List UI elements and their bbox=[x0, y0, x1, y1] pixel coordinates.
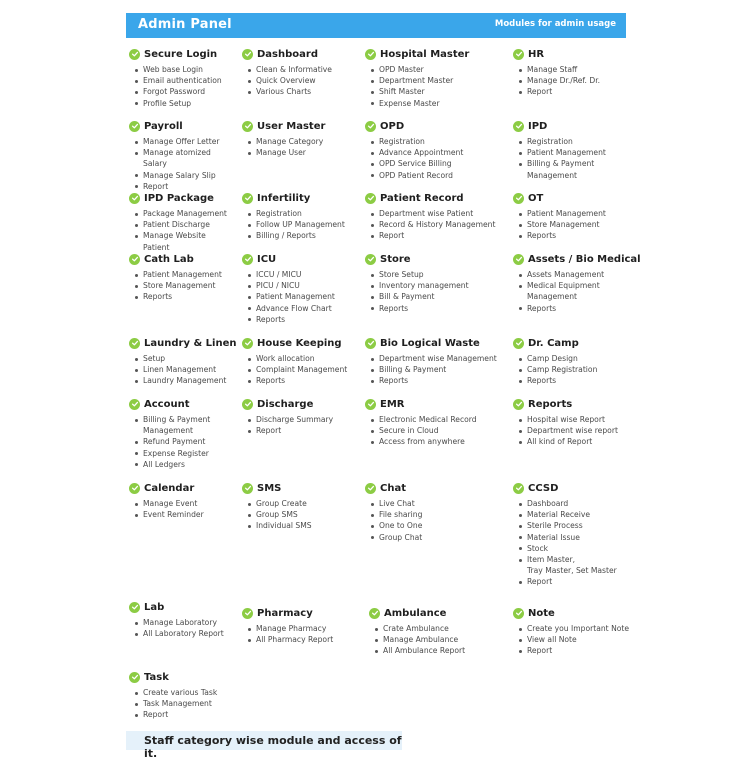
module-feature-item: Work allocation bbox=[247, 353, 352, 364]
module-header bbox=[365, 119, 500, 133]
module-title: Bio Logical Waste bbox=[380, 337, 480, 349]
module-card bbox=[513, 252, 641, 314]
module-header bbox=[513, 481, 633, 495]
module-title: ICU bbox=[257, 253, 277, 265]
module-title: Laundry & Linen bbox=[144, 337, 237, 349]
module-feature-item: Patient Management bbox=[134, 269, 229, 280]
module-header bbox=[513, 397, 633, 411]
module-feature-list bbox=[129, 414, 229, 470]
module-feature-item: All Ambulance Report bbox=[374, 645, 504, 656]
module-feature-list bbox=[365, 498, 500, 543]
module-card bbox=[513, 481, 633, 588]
module-feature-item: Profile Setup bbox=[134, 98, 229, 109]
module-feature-item: Registration bbox=[247, 208, 352, 219]
check-circle-icon bbox=[513, 483, 524, 494]
module-header bbox=[242, 397, 352, 411]
module-feature-item: Group Chat bbox=[370, 532, 500, 543]
module-header bbox=[242, 252, 352, 266]
module-feature-item: Manage Staff bbox=[518, 64, 633, 75]
module-feature-item: Billing & Payment Management bbox=[134, 414, 229, 436]
module-title: Payroll bbox=[144, 120, 183, 132]
module-feature-item: Report bbox=[518, 86, 633, 97]
module-feature-item: Report bbox=[518, 645, 633, 656]
module-feature-item: Email authentication bbox=[134, 75, 229, 86]
module-feature-item: One to One bbox=[370, 520, 500, 531]
module-title: IPD bbox=[528, 120, 548, 132]
module-feature-list bbox=[513, 64, 633, 98]
module-feature-list bbox=[365, 136, 500, 181]
module-card bbox=[129, 191, 229, 253]
module-feature-item: Manage Pharmacy bbox=[247, 623, 352, 634]
module-feature-list bbox=[129, 617, 229, 639]
module-card bbox=[513, 191, 633, 242]
check-circle-icon bbox=[365, 399, 376, 410]
module-feature-item: Live Chat bbox=[370, 498, 500, 509]
check-circle-icon bbox=[242, 121, 253, 132]
module-title: Dr. Camp bbox=[528, 337, 579, 349]
module-feature-item: Manage Event bbox=[134, 498, 229, 509]
module-card bbox=[369, 606, 504, 657]
module-feature-list bbox=[365, 353, 500, 387]
check-circle-icon bbox=[129, 193, 140, 204]
module-card bbox=[129, 481, 229, 520]
module-feature-list bbox=[242, 64, 352, 98]
module-feature-list bbox=[242, 208, 352, 242]
module-feature-item: Manage Category bbox=[247, 136, 352, 147]
module-card bbox=[242, 606, 352, 645]
check-circle-icon bbox=[242, 254, 253, 265]
module-header bbox=[129, 670, 229, 684]
module-feature-list bbox=[242, 269, 352, 325]
module-title: SMS bbox=[257, 482, 282, 494]
module-title: Assets / Bio Medical bbox=[528, 253, 641, 265]
module-feature-item: Access from anywhere bbox=[370, 436, 500, 447]
module-card bbox=[365, 397, 500, 448]
module-feature-item: Billing & Payment Management bbox=[518, 158, 633, 180]
module-title: IPD Package bbox=[144, 192, 214, 204]
module-title: Ambulance bbox=[384, 607, 447, 619]
module-card bbox=[365, 191, 500, 242]
module-card bbox=[365, 47, 500, 109]
module-feature-item: Manage Ambulance bbox=[374, 634, 504, 645]
module-title: CCSD bbox=[528, 482, 559, 494]
module-feature-list bbox=[129, 136, 229, 192]
module-feature-item: Item Master, Tray Master, Set Master bbox=[518, 554, 633, 576]
module-card bbox=[513, 119, 633, 181]
module-feature-item: Discharge Summary bbox=[247, 414, 352, 425]
module-header bbox=[129, 481, 229, 495]
module-title: Dashboard bbox=[257, 48, 318, 60]
module-title: OPD bbox=[380, 120, 405, 132]
module-feature-item: Reports bbox=[247, 375, 352, 386]
module-header bbox=[365, 481, 500, 495]
check-circle-icon bbox=[129, 121, 140, 132]
check-circle-icon bbox=[365, 254, 376, 265]
module-feature-item: Report bbox=[247, 425, 352, 436]
module-feature-item: Event Reminder bbox=[134, 509, 229, 520]
module-feature-item: OPD Service Billing bbox=[370, 158, 500, 169]
footer-banner bbox=[126, 731, 402, 760]
module-card bbox=[129, 670, 229, 721]
module-card bbox=[242, 191, 352, 242]
module-title: Secure Login bbox=[144, 48, 218, 60]
module-feature-item: Complaint Management bbox=[247, 364, 352, 375]
module-feature-item: Department wise Patient bbox=[370, 208, 500, 219]
module-card bbox=[242, 397, 352, 436]
module-feature-item: Reports bbox=[247, 314, 352, 325]
module-card bbox=[365, 481, 500, 543]
module-feature-item: All kind of Report bbox=[518, 436, 633, 447]
module-header bbox=[129, 252, 229, 266]
module-card bbox=[129, 119, 229, 192]
module-card bbox=[513, 606, 633, 657]
module-card bbox=[129, 47, 229, 109]
module-card bbox=[242, 119, 352, 158]
page-title: Admin Panel bbox=[138, 17, 232, 32]
check-circle-icon bbox=[129, 483, 140, 494]
module-feature-item: All Pharmacy Report bbox=[247, 634, 352, 645]
module-feature-item: Patient Management bbox=[518, 208, 633, 219]
module-feature-item: Expense Register bbox=[134, 448, 229, 459]
module-feature-item: Inventory management bbox=[370, 280, 500, 291]
module-title: EMR bbox=[380, 398, 405, 410]
module-card bbox=[513, 397, 633, 448]
check-circle-icon bbox=[242, 483, 253, 494]
module-header bbox=[242, 606, 352, 620]
module-card bbox=[129, 252, 229, 303]
module-feature-item: Individual SMS bbox=[247, 520, 352, 531]
module-title: Task bbox=[144, 671, 169, 683]
check-circle-icon bbox=[513, 608, 524, 619]
module-feature-list bbox=[513, 498, 633, 588]
module-feature-item: Dashboard bbox=[518, 498, 633, 509]
check-circle-icon bbox=[513, 399, 524, 410]
check-circle-icon bbox=[365, 193, 376, 204]
module-feature-item: OPD Master bbox=[370, 64, 500, 75]
admin-panel-header bbox=[126, 13, 626, 38]
module-header bbox=[513, 252, 641, 266]
module-header bbox=[513, 606, 633, 620]
module-feature-item: PICU / NICU bbox=[247, 280, 352, 291]
module-feature-list bbox=[242, 353, 352, 387]
module-feature-item: Reports bbox=[518, 303, 633, 314]
module-feature-item: Electronic Medical Record bbox=[370, 414, 500, 425]
check-circle-icon bbox=[242, 193, 253, 204]
module-header bbox=[242, 481, 352, 495]
module-title: Account bbox=[144, 398, 190, 410]
module-feature-list bbox=[129, 269, 229, 303]
module-title: Hospital Master bbox=[380, 48, 470, 60]
module-header bbox=[365, 47, 500, 61]
module-feature-item: Sterile Process bbox=[518, 520, 633, 531]
module-feature-item: All Laboratory Report bbox=[134, 628, 229, 639]
module-card bbox=[242, 47, 352, 98]
module-feature-item: Reports bbox=[134, 291, 229, 302]
module-feature-item: Crate Ambulance bbox=[374, 623, 504, 634]
module-header bbox=[242, 119, 352, 133]
module-title: Lab bbox=[144, 601, 165, 613]
module-header bbox=[242, 47, 352, 61]
module-feature-list bbox=[513, 136, 633, 181]
module-feature-item: Manage Salary Slip bbox=[134, 170, 229, 181]
module-feature-item: Store Management bbox=[518, 219, 633, 230]
module-feature-list bbox=[242, 623, 352, 645]
module-title: Cath Lab bbox=[144, 253, 194, 265]
module-feature-item: Manage Website Patient bbox=[134, 230, 229, 252]
module-feature-item: Camp Design bbox=[518, 353, 633, 364]
module-title: Patient Record bbox=[380, 192, 464, 204]
module-feature-item: File sharing bbox=[370, 509, 500, 520]
module-title: Infertility bbox=[257, 192, 311, 204]
module-feature-item: Secure in Cloud bbox=[370, 425, 500, 436]
module-feature-item: Advance Appointment bbox=[370, 147, 500, 158]
check-circle-icon bbox=[365, 121, 376, 132]
module-card bbox=[129, 397, 229, 470]
module-feature-item: Stock bbox=[518, 543, 633, 554]
check-circle-icon bbox=[242, 608, 253, 619]
module-feature-item: Store Management bbox=[134, 280, 229, 291]
module-header bbox=[129, 336, 237, 350]
check-circle-icon bbox=[242, 49, 253, 60]
check-circle-icon bbox=[365, 49, 376, 60]
module-header bbox=[129, 119, 229, 133]
module-feature-item: Refund Payment bbox=[134, 436, 229, 447]
module-feature-item: Package Management bbox=[134, 208, 229, 219]
module-header bbox=[365, 252, 500, 266]
module-feature-item: Reports bbox=[370, 375, 500, 386]
module-header bbox=[129, 600, 229, 614]
module-feature-item: Department wise Management bbox=[370, 353, 500, 364]
module-feature-item: Laundry Management bbox=[134, 375, 229, 386]
check-circle-icon bbox=[129, 254, 140, 265]
module-feature-item: Reports bbox=[370, 303, 500, 314]
module-feature-item: Report bbox=[518, 576, 633, 587]
module-feature-item: Patient Management bbox=[518, 147, 633, 158]
module-feature-item: Material Receive bbox=[518, 509, 633, 520]
module-feature-item: Clean & Informative bbox=[247, 64, 352, 75]
module-title: Note bbox=[528, 607, 555, 619]
module-feature-item: Manage Laboratory bbox=[134, 617, 229, 628]
footer-text: Staff category wise module and access of it. bbox=[144, 734, 402, 760]
module-header bbox=[365, 397, 500, 411]
module-feature-item: Bill & Payment bbox=[370, 291, 500, 302]
module-feature-item: Setup bbox=[134, 353, 229, 364]
module-card bbox=[365, 252, 500, 314]
module-feature-list bbox=[129, 498, 229, 520]
module-title: Chat bbox=[380, 482, 406, 494]
module-feature-item: Manage Dr./Ref. Dr. bbox=[518, 75, 633, 86]
module-feature-list bbox=[129, 208, 229, 253]
module-card bbox=[242, 481, 352, 532]
module-card bbox=[129, 600, 229, 639]
module-feature-list bbox=[365, 414, 500, 448]
module-title: OT bbox=[528, 192, 544, 204]
module-feature-item: Manage atomized Salary bbox=[134, 147, 229, 169]
module-header bbox=[369, 606, 504, 620]
module-feature-item: Registration bbox=[518, 136, 633, 147]
module-feature-list bbox=[365, 64, 500, 109]
module-feature-item: Hospital wise Report bbox=[518, 414, 633, 425]
module-feature-item: OPD Patient Record bbox=[370, 170, 500, 181]
module-feature-list bbox=[242, 498, 352, 532]
module-header bbox=[129, 191, 229, 205]
module-feature-item: Expense Master bbox=[370, 98, 500, 109]
module-feature-list bbox=[242, 414, 352, 436]
module-feature-item: Reports bbox=[518, 230, 633, 241]
module-title: Reports bbox=[528, 398, 573, 410]
module-feature-item: Report bbox=[134, 709, 229, 720]
check-circle-icon bbox=[365, 483, 376, 494]
module-title: Discharge bbox=[257, 398, 314, 410]
module-card bbox=[365, 119, 500, 181]
module-card bbox=[242, 252, 352, 325]
module-card bbox=[513, 336, 633, 387]
module-title: HR bbox=[528, 48, 545, 60]
module-feature-list bbox=[513, 208, 633, 242]
module-feature-item: Create various Task bbox=[134, 687, 229, 698]
module-title: Pharmacy bbox=[257, 607, 313, 619]
module-feature-list bbox=[365, 269, 500, 314]
module-title: Calendar bbox=[144, 482, 195, 494]
module-feature-item: Material Issue bbox=[518, 532, 633, 543]
module-feature-item: Advance Flow Chart bbox=[247, 303, 352, 314]
module-feature-list bbox=[369, 623, 504, 657]
module-feature-list bbox=[513, 414, 633, 448]
module-feature-item: Patient Management bbox=[247, 291, 352, 302]
module-feature-item: Shift Master bbox=[370, 86, 500, 97]
module-feature-item: Medical Equipment Management bbox=[518, 280, 633, 302]
module-feature-item: Follow UP Management bbox=[247, 219, 352, 230]
module-feature-item: Various Charts bbox=[247, 86, 352, 97]
header-subtitle: Modules for admin usage bbox=[494, 19, 616, 29]
module-feature-item: Store Setup bbox=[370, 269, 500, 280]
module-feature-item: Task Management bbox=[134, 698, 229, 709]
module-feature-item: Department wise report bbox=[518, 425, 633, 436]
module-header bbox=[129, 397, 229, 411]
module-title: User Master bbox=[257, 120, 326, 132]
module-feature-item: Group SMS bbox=[247, 509, 352, 520]
module-feature-item: Patient Discharge bbox=[134, 219, 229, 230]
module-header bbox=[513, 47, 633, 61]
module-card bbox=[365, 336, 500, 387]
check-circle-icon bbox=[242, 399, 253, 410]
check-circle-icon bbox=[513, 49, 524, 60]
module-feature-item: Forgot Password bbox=[134, 86, 229, 97]
module-feature-item: Assets Management bbox=[518, 269, 633, 280]
module-feature-item: View all Note bbox=[518, 634, 633, 645]
module-header bbox=[242, 336, 352, 350]
module-feature-item: Report bbox=[134, 181, 229, 192]
module-feature-item: Record & History Management bbox=[370, 219, 500, 230]
module-feature-list bbox=[513, 623, 633, 657]
module-feature-item: Registration bbox=[370, 136, 500, 147]
module-card bbox=[513, 47, 633, 98]
module-feature-list bbox=[513, 353, 633, 387]
module-feature-item: Group Create bbox=[247, 498, 352, 509]
module-feature-list bbox=[129, 64, 229, 109]
check-circle-icon bbox=[129, 338, 140, 349]
module-feature-list bbox=[129, 353, 229, 387]
module-feature-list bbox=[129, 687, 229, 721]
module-feature-item: Billing / Reports bbox=[247, 230, 352, 241]
check-circle-icon bbox=[513, 338, 524, 349]
check-circle-icon bbox=[513, 254, 524, 265]
module-feature-item: ICCU / MICU bbox=[247, 269, 352, 280]
module-feature-item: Manage User bbox=[247, 147, 352, 158]
module-feature-item: Report bbox=[370, 230, 500, 241]
module-feature-item: Billing & Payment bbox=[370, 364, 500, 375]
module-card bbox=[242, 336, 352, 387]
check-circle-icon bbox=[129, 602, 140, 613]
module-feature-list bbox=[513, 269, 633, 314]
module-header bbox=[513, 191, 633, 205]
module-header bbox=[242, 191, 352, 205]
module-feature-item: All Ledgers bbox=[134, 459, 229, 470]
module-feature-item: Quick Overview bbox=[247, 75, 352, 86]
module-feature-item: Linen Management bbox=[134, 364, 229, 375]
module-header bbox=[365, 336, 500, 350]
module-feature-item: Reports bbox=[518, 375, 633, 386]
check-circle-icon bbox=[513, 121, 524, 132]
module-header bbox=[365, 191, 500, 205]
check-circle-icon bbox=[365, 338, 376, 349]
module-feature-item: Create you Important Note bbox=[518, 623, 633, 634]
module-feature-item: Camp Registration bbox=[518, 364, 633, 375]
check-circle-icon bbox=[129, 399, 140, 410]
check-circle-icon bbox=[513, 193, 524, 204]
check-circle-icon bbox=[129, 672, 140, 683]
module-feature-item: Manage Offer Letter bbox=[134, 136, 229, 147]
module-feature-list bbox=[242, 136, 352, 158]
module-header bbox=[129, 47, 229, 61]
check-circle-icon bbox=[369, 608, 380, 619]
check-circle-icon bbox=[129, 49, 140, 60]
check-circle-icon bbox=[242, 338, 253, 349]
module-card bbox=[129, 336, 237, 387]
module-feature-list bbox=[365, 208, 500, 242]
module-title: Store bbox=[380, 253, 411, 265]
module-feature-item: Web base Login bbox=[134, 64, 229, 75]
module-header bbox=[513, 336, 633, 350]
module-header bbox=[513, 119, 633, 133]
module-title: House Keeping bbox=[257, 337, 342, 349]
module-feature-item: Department Master bbox=[370, 75, 500, 86]
